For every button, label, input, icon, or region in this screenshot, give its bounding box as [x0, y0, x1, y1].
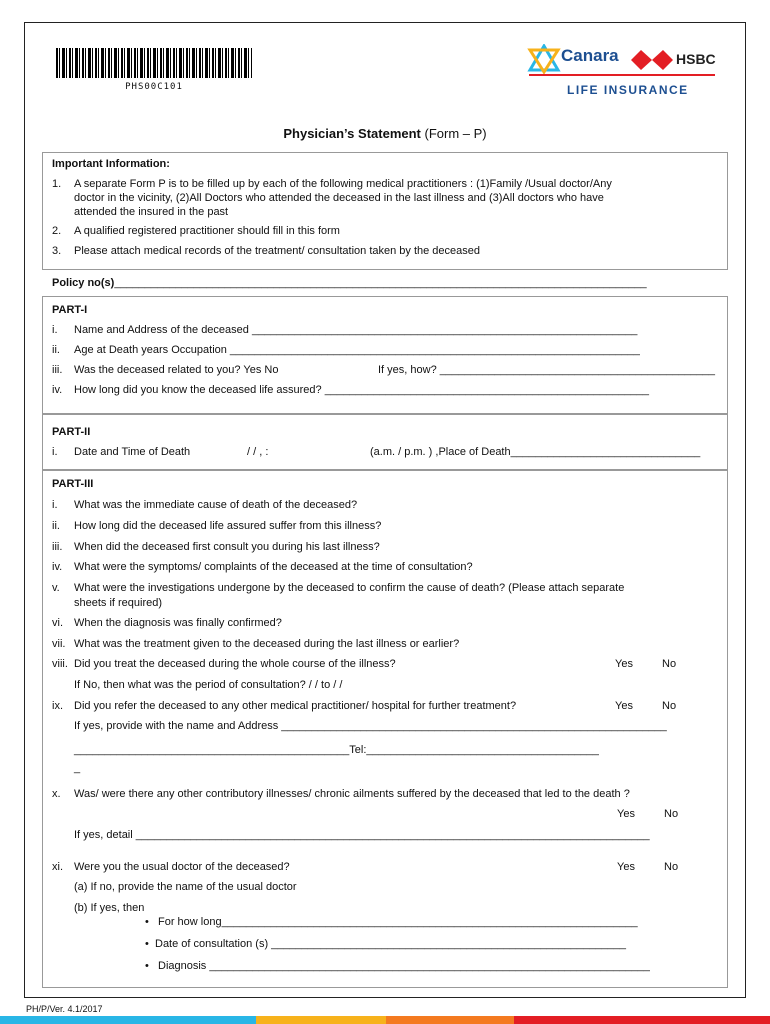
- part3-ix-dash: _: [74, 762, 81, 774]
- barcode-text: PHS00C101: [125, 82, 183, 92]
- part2-place-of-death-field[interactable]: (a.m. / p.m. ) ,Place of Death_______________________________: [370, 446, 701, 458]
- part3-num-xi: xi.: [52, 861, 63, 873]
- title-main: Physician’s Statement: [283, 126, 421, 141]
- part1-known-duration-field[interactable]: How long did you know the deceased life assured? _____________________________________________________: [74, 384, 649, 396]
- part3-num-vi: vi.: [52, 617, 63, 629]
- important-num-1: 1.: [52, 178, 62, 190]
- important-num-3: 3.: [52, 245, 62, 257]
- bullet-icon: •: [145, 916, 149, 928]
- part3-ix-name-address-field[interactable]: If yes, provide with the name and Address _______________________________________________________________: [74, 720, 667, 732]
- part1-num-ii: ii.: [52, 344, 60, 356]
- part3-q-xi: Were you the usual doctor of the deceased?: [74, 861, 290, 873]
- part3-viii-period-field[interactable]: If No, then what was the period of consultation? / / to / /: [74, 679, 343, 691]
- part3-xi-diagnosis-field[interactable]: Diagnosis ________________________________________________________________________: [158, 960, 650, 972]
- important-item-3: Please attach medical records of the treatment/ consultation taken by the deceased: [74, 245, 481, 257]
- bullet-icon: •: [145, 960, 149, 972]
- part3-x-no-option[interactable]: No: [664, 808, 679, 820]
- page-title: [0, 126, 770, 141]
- important-heading: Important Information:: [52, 158, 170, 170]
- part3-xi-b: (b) If yes, then: [74, 902, 145, 914]
- part3-q-vii: What was the treatment given to the deceased during the last illness or earlier?: [74, 638, 460, 650]
- part1-relation-field[interactable]: If yes, how? _____________________________________________: [378, 364, 716, 376]
- part1-num-iv: iv.: [52, 384, 63, 396]
- part3-viii-no-option[interactable]: No: [662, 658, 677, 670]
- canara-hsbc-logo: [527, 44, 719, 100]
- part3-xi-a: (a) If no, provide the name of the usual doctor: [74, 881, 297, 893]
- part3-q-vi: When the diagnosis was finally confirmed?: [74, 617, 282, 629]
- part2-heading: PART-II: [52, 426, 91, 438]
- part1-age-occupation-field[interactable]: Age at Death years Occupation ___________________________________________________________________: [74, 344, 640, 356]
- barcode: [56, 48, 252, 78]
- part2-date-time-field[interactable]: / / , :: [247, 446, 269, 458]
- part3-q-ii: How long did the deceased life assured suffer from this illness?: [74, 520, 382, 532]
- part3-q-v-cont: sheets if required): [74, 597, 163, 609]
- policy-line: _______________________________________________________________________________________: [114, 277, 647, 289]
- part3-q-iv: What were the symptoms/ complaints of the deceased at the time of consultation?: [74, 561, 473, 573]
- title-sub: (Form – P): [424, 126, 487, 141]
- part3-viii-yes-option[interactable]: Yes: [615, 658, 633, 670]
- important-item-2: A qualified registered practitioner should fill in this form: [74, 225, 340, 237]
- part3-xi-consultation-date-field[interactable]: Date of consultation (s) __________________________________________________________: [155, 938, 626, 950]
- important-item-1-line-3: attended the insured in the past: [74, 206, 229, 218]
- part1-num-iii: iii.: [52, 364, 63, 376]
- part3-q-viii: Did you treat the deceased during the whole course of the illness?: [74, 658, 396, 670]
- part3-num-iii: iii.: [52, 541, 63, 553]
- part3-xi-how-long-field[interactable]: For how long____________________________________________________________________: [158, 916, 638, 928]
- part2-date-time-label: Date and Time of Death: [74, 446, 191, 458]
- logo-subtitle: LIFE INSURANCE: [567, 83, 689, 97]
- part3-q-iii: When did the deceased first consult you during his last illness?: [74, 541, 380, 553]
- logo-partner: HSBC: [676, 51, 716, 67]
- part1-related-question[interactable]: Was the deceased related to you? Yes No: [74, 364, 279, 376]
- part3-num-v: v.: [52, 582, 60, 594]
- part3-ix-tel-field[interactable]: _____________________________________________Tel:______________________________________: [74, 744, 599, 756]
- part3-xi-yes-option[interactable]: Yes: [617, 861, 635, 873]
- part3-xi-no-option[interactable]: No: [664, 861, 679, 873]
- part3-num-ii: ii.: [52, 520, 60, 532]
- policy-label: Policy no(s): [52, 277, 115, 289]
- part3-num-i: i.: [52, 499, 58, 511]
- logo-rule: [529, 74, 715, 76]
- part3-x-yes-option[interactable]: Yes: [617, 808, 635, 820]
- part1-num-i: i.: [52, 324, 58, 336]
- part3-num-vii: vii.: [52, 638, 66, 650]
- part3-q-v: What were the investigations undergone by the deceased to confirm the cause of death? (Please attach separate: [74, 582, 625, 594]
- hsbc-hexagon-icon: [631, 50, 673, 70]
- footer-bar-yellow: [256, 1016, 386, 1024]
- part3-heading: PART-III: [52, 478, 94, 490]
- part2-box: [42, 414, 728, 470]
- footer-bar-red: [514, 1016, 770, 1024]
- important-item-1-line-1: A separate Form P is to be filled up by each of the following medical practitioners : (1)Family /Usual doctor/Any: [74, 178, 612, 190]
- part3-ix-no-option[interactable]: No: [662, 700, 677, 712]
- logo-brand: Canara: [561, 46, 619, 65]
- part3-num-iv: iv.: [52, 561, 63, 573]
- part2-num-i: i.: [52, 446, 58, 458]
- footer-bar-orange: [386, 1016, 514, 1024]
- part3-x-detail-field[interactable]: If yes, detail ____________________________________________________________________________________: [74, 829, 650, 841]
- part3-q-x: Was/ were there any other contributory illnesses/ chronic ailments suffered by the deceased that led to the death ?: [74, 788, 630, 800]
- part3-ix-yes-option[interactable]: Yes: [615, 700, 633, 712]
- policy-number-field[interactable]: [52, 277, 647, 290]
- part3-q-i: What was the immediate cause of death of the deceased?: [74, 499, 358, 511]
- bullet-icon: •: [145, 938, 149, 950]
- footer-bar-blue: [0, 1016, 256, 1024]
- important-item-1-line-2: doctor in the vicinity, (2)All Doctors who attended the deceased in the last illness and (3)All doctors who have: [74, 192, 604, 204]
- important-num-2: 2.: [52, 225, 62, 237]
- part3-num-x: x.: [52, 788, 61, 800]
- part1-heading: PART-I: [52, 304, 88, 316]
- part1-name-address-field[interactable]: Name and Address of the deceased _______________________________________________________________: [74, 324, 638, 336]
- part3-num-ix: ix.: [52, 700, 63, 712]
- canara-star-icon: [527, 44, 561, 74]
- part3-q-ix: Did you refer the deceased to any other medical practitioner/ hospital for further treatment?: [74, 700, 517, 712]
- part3-num-viii: viii.: [52, 658, 68, 670]
- form-version: PH/P/Ver. 4.1/2017: [26, 1004, 103, 1014]
